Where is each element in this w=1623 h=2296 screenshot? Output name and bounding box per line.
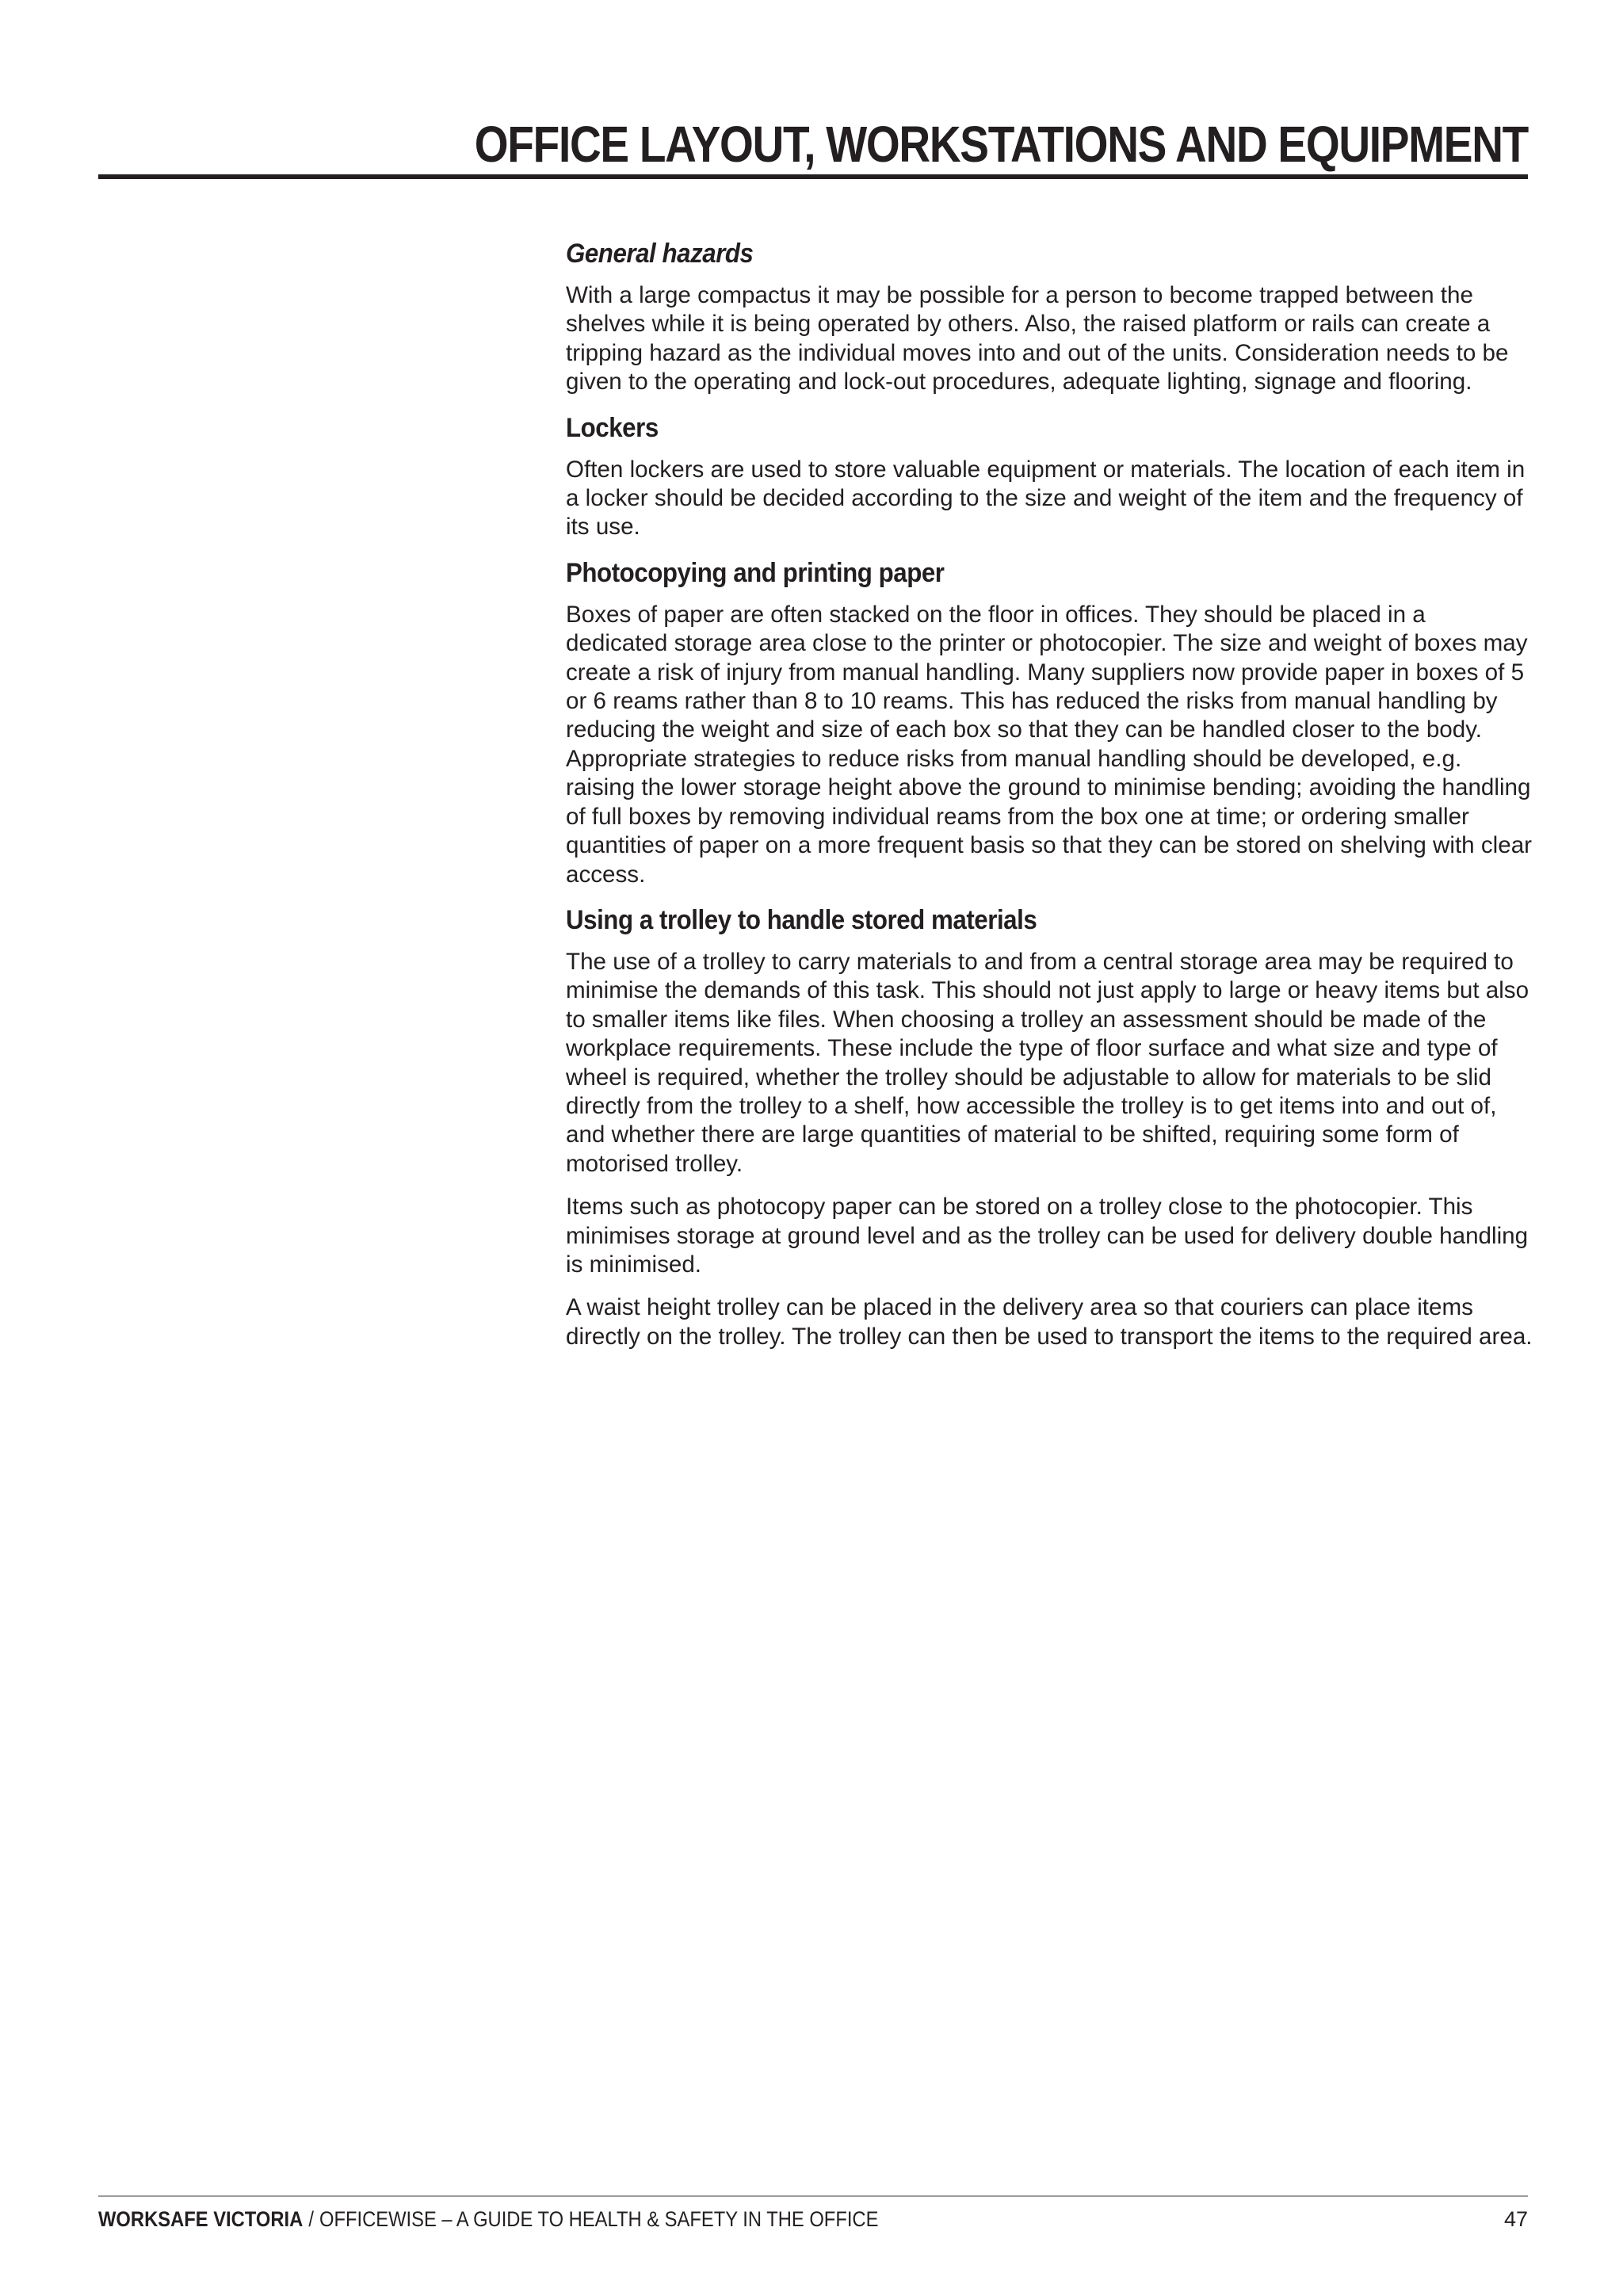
footer-credit	[98, 2203, 878, 2235]
section-general-hazards	[566, 236, 1533, 397]
footer-organisation: WORKSAFE VICTORIA	[98, 2207, 304, 2231]
body-paragraph: A waist height trolley can be placed in the delivery area so that couriers can place items directly on the trolley. The trolley can then be used to transport the items to the required area.	[566, 1294, 1533, 1350]
body-paragraph: Often lockers are used to store valuable equipment or materials. The location of each item in a locker should be decided according to the size and weight of the item and the frequency of its use.	[566, 456, 1526, 541]
section-heading: Lockers	[566, 412, 659, 443]
section-heading: General hazards	[566, 239, 754, 269]
page-number: 47	[1503, 2207, 1528, 2231]
footer-rule	[98, 2195, 1528, 2197]
footer-publication: OFFICEWISE – A GUIDE TO HEALTH & SAFETY IN THE OFFICE	[319, 2207, 879, 2231]
body-paragraph: Boxes of paper are often stacked on the floor in offices. They should be placed in a dedicated storage area close to the printer or photocopier. The size and weight of boxes may create a risk of injury from manual handling. Many suppliers now provide paper in boxes of 5 or 6 reams rather than 8 to 10 reams. This has reduced the risks from manual handling by reducing the weight and size of each box so that they can be handled closer to the body. Appropriate strategies to reduce risks from manual handling should be developed, e.g. raising the lower storage height above the ground to minimise bending; avoiding the handling of full boxes by removing individual reams from the box one at time; or ordering smaller quantities of paper on a more frequent basis so that they can be stored on shelving with clear access.	[566, 601, 1533, 888]
title-rule	[98, 174, 1528, 179]
main-content	[566, 236, 1533, 1366]
section-photocopying-paper	[566, 556, 1533, 889]
body-paragraph: The use of a trolley to carry materials to and from a central storage area may be required to minimise the demands of this task. This should not just apply to large or heavy items but also to smaller items like files. When choosing a trolley an assessment should be made of the workplace requirements. These include the type of floor surface and what size and type of wheel is required, whether the trolley should be adjustable to allow for materials to be slid directly from the trolley to a shelf, how accessible the trolley is to get items into and out of, and whether there are large quantities of material to be shifted, requiring some form of motorised trolley.	[566, 948, 1529, 1177]
body-paragraph: Items such as photocopy paper can be stored on a trolley close to the photocopier. This minimises storage at ground level and as the trolley can be used for delivery double handling is minimised.	[566, 1194, 1529, 1278]
section-trolley	[566, 903, 1533, 1351]
section-heading: Photocopying and printing paper	[566, 557, 945, 588]
footer-separator: /	[308, 2207, 314, 2231]
body-paragraph: With a large compactus it may be possible for a person to become trapped between the shelves while it is being operated by others. Also, the raised platform or rails can create a tripping hazard as the individual moves into and out of the units. Consideration needs to be given to the operating and lock-out procedures, adequate lighting, signage and flooring.	[566, 282, 1509, 395]
section-heading: Using a trolley to handle stored materials	[566, 904, 1037, 935]
section-lockers	[566, 411, 1533, 542]
page-footer	[98, 2203, 1528, 2235]
page-title: OFFICE LAYOUT, WORKSTATIONS AND EQUIPMENT	[474, 116, 1528, 173]
